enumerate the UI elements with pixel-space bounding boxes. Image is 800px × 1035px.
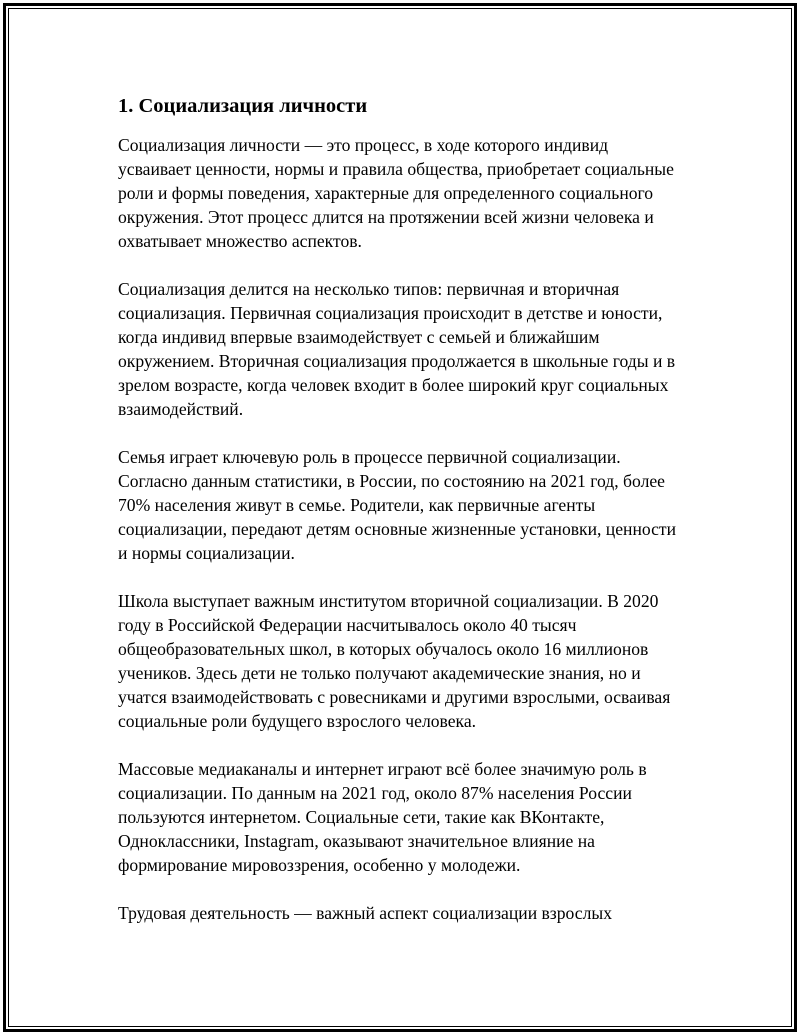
paragraph-work: Трудовая деятельность — важный аспект социализации взрослых	[118, 903, 612, 923]
paragraph-types: Социализация делится на несколько типов: первичная и вторичная социализация. Первичная социализация происходит в детстве и юности, когда индивид впервые взаимодействует с семьей и ближайшим окружением. Вторичная социализация продолжается в школьные годы и в зрелом возрасте, когда человек входит в более широкий круг социальных взаимодействий.	[118, 279, 676, 419]
paragraph-family: Семья играет ключевую роль в процессе первичной социализации. Согласно данным статистики, в России, по состоянию на 2021 год, более 70% населения живут в семье. Родители, как первичные агенты социализации, передают детям основные жизненные установки, ценности и нормы социализации.	[118, 447, 677, 563]
paragraph-media: Массовые медиаканалы и интернет играют всё более значимую роль в социализации. По данным на 2021 год, около 87% населения России пользуются интернетом. Социальные сети, такие как ВКонтакте, Одноклассники, Instagram, оказывают значительное влияние на формирование мировоззрения, особенно у молодежи.	[118, 759, 647, 875]
paragraph-school: Школа выступает важным институтом вторичной социализации. В 2020 году в Российской Федерации насчитывалось около 40 тысяч общеобразовательных школ, в которых обучалось около 16 миллионов учеников. Здесь дети не только получают академические знания, но и учатся взаимодействовать с ровесниками и другими взрослыми, осваивая социальные роли будущего взрослого человека.	[118, 591, 671, 731]
section-heading: 1. Социализация личности	[118, 95, 368, 117]
document-body	[118, 92, 678, 949]
paragraph-definition: Социализация личности — это процесс, в ходе которого индивид усваивает ценности, нормы и правила общества, приобретает социальные роли и формы поведения, характерные для определенного социального окружения. Этот процесс длится на протяжении всей жизни человека и охватывает множество аспектов.	[118, 135, 674, 251]
